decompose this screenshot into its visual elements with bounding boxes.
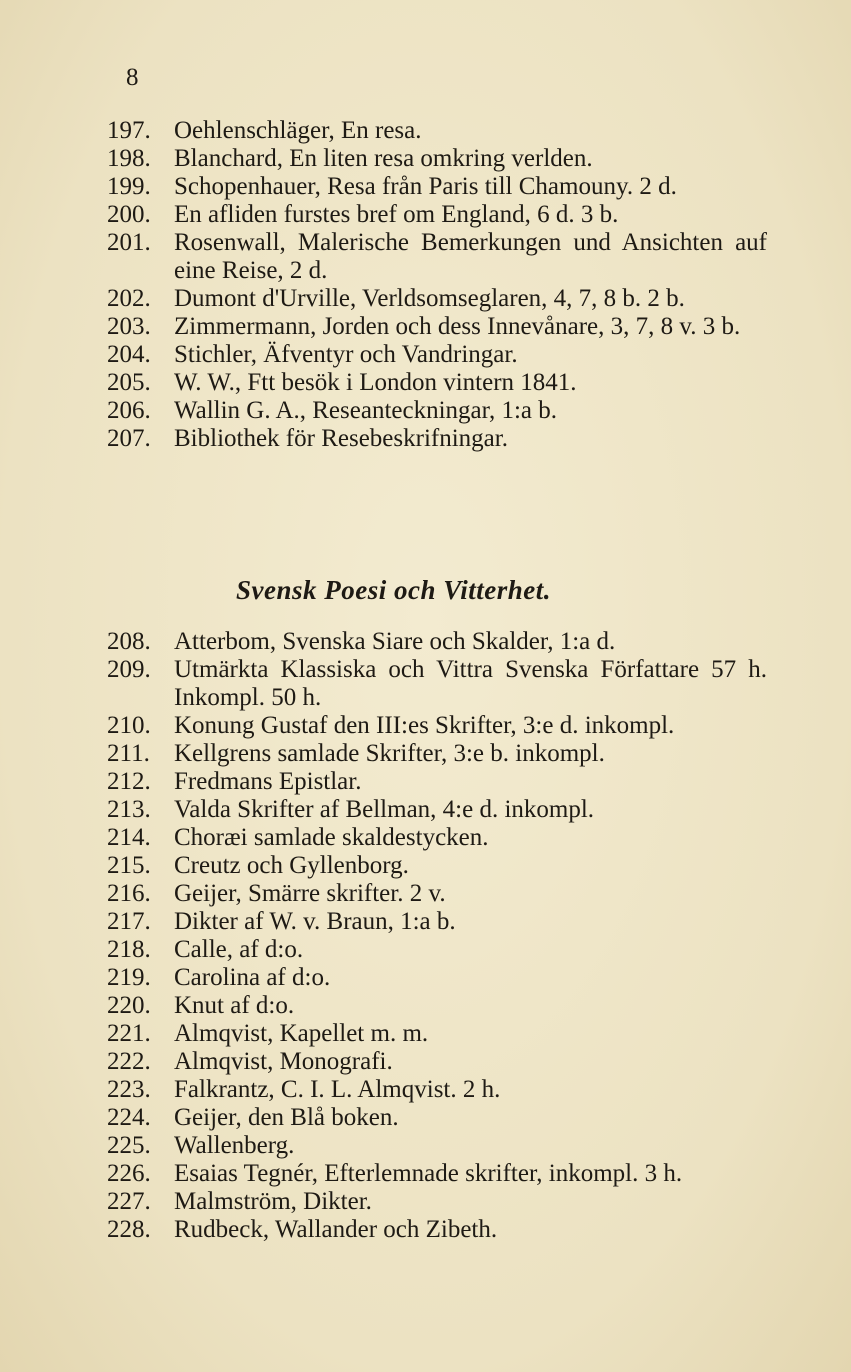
entry-number: 198. <box>107 145 151 172</box>
catalog-entry <box>107 656 767 712</box>
entry-text: Fredmans Epistlar. <box>174 768 362 795</box>
entry-text: Knut af d:o. <box>174 992 295 1019</box>
entry-text: Oehlenschläger, En resa. <box>174 117 422 144</box>
catalog-entry <box>107 628 767 656</box>
entry-number: 221. <box>107 1020 151 1047</box>
entry-number: 205. <box>107 369 151 396</box>
entry-number: 216. <box>107 880 151 907</box>
catalog-entry <box>107 145 767 173</box>
entry-number: 203. <box>107 313 151 340</box>
catalog-entry <box>107 1188 767 1216</box>
entry-text: Wallin G. A., Reseanteckningar, 1:a b. <box>174 397 557 424</box>
entry-number: 224. <box>107 1104 151 1131</box>
catalog-entry <box>107 768 767 796</box>
entry-text: Esaias Tegnér, Efterlemnade skrifter, inkompl. 3 h. <box>174 1160 683 1187</box>
entry-number: 204. <box>107 341 151 368</box>
catalog-entry <box>107 1076 767 1104</box>
entry-number: 226. <box>107 1160 151 1187</box>
catalog-entry <box>107 796 767 824</box>
catalog-entry <box>107 1160 767 1188</box>
entry-number: 217. <box>107 908 151 935</box>
catalog-entry <box>107 425 767 453</box>
entry-text: Blanchard, En liten resa omkring verlden. <box>174 145 593 172</box>
entry-text: Choræi samlade skaldestycken. <box>174 824 489 851</box>
catalog-entry <box>107 285 767 313</box>
catalog-entry <box>107 992 767 1020</box>
entry-number: 212. <box>107 768 151 795</box>
entry-number: 202. <box>107 285 151 312</box>
catalog-entry <box>107 824 767 852</box>
catalog-entry <box>107 313 767 341</box>
entry-text: Carolina af d:o. <box>174 964 331 991</box>
catalog-entry <box>107 1104 767 1132</box>
catalog-entry <box>107 1132 767 1160</box>
entry-number: 218. <box>107 936 151 963</box>
entry-number: 200. <box>107 201 151 228</box>
entry-number: 227. <box>107 1188 151 1215</box>
catalog-entry <box>107 117 767 145</box>
entry-number: 228. <box>107 1216 151 1243</box>
entry-text: Creutz och Gyllenborg. <box>174 852 409 879</box>
entry-text: Falkrantz, C. I. L. Almqvist. 2 h. <box>174 1076 501 1103</box>
catalog-entry <box>107 173 767 201</box>
entry-text: Geijer, Smärre skrifter. 2 v. <box>174 880 446 907</box>
entry-text: Atterbom, Svenska Siare och Skalder, 1:a d. <box>174 628 616 655</box>
entry-text: Rudbeck, Wallander och Zibeth. <box>174 1216 498 1243</box>
entry-text: Rosenwall, Malerische Bemerkungen und Ansichten auf eine Reise, 2 d. <box>174 229 767 284</box>
catalog-entry <box>107 712 767 740</box>
entry-number: 223. <box>107 1076 151 1103</box>
catalog-entry <box>107 964 767 992</box>
catalog-entry <box>107 880 767 908</box>
catalog-entry <box>107 229 767 285</box>
catalog-entry <box>107 369 767 397</box>
section-heading: Svensk Poesi och Vitterhet. <box>236 575 552 605</box>
entry-text: Valda Skrifter af Bellman, 4:e d. inkompl. <box>174 796 595 823</box>
catalog-entry <box>107 341 767 369</box>
catalog-entry <box>107 908 767 936</box>
entry-text: En afliden furstes bref om England, 6 d. 3 b. <box>174 201 619 228</box>
catalog-entry <box>107 201 767 229</box>
catalog-entry <box>107 936 767 964</box>
entry-number: 206. <box>107 397 151 424</box>
page-number: 8 <box>126 64 139 91</box>
entry-text: Geijer, den Blå boken. <box>174 1104 399 1131</box>
entry-number: 199. <box>107 173 151 200</box>
catalog-entry <box>107 852 767 880</box>
catalog-entry <box>107 1216 767 1244</box>
entry-text: Kellgrens samlade Skrifter, 3:e b. inkompl. <box>174 740 605 767</box>
entry-text: Dikter af W. v. Braun, 1:a b. <box>174 908 456 935</box>
entry-text: W. W., Ftt besök i London vintern 1841. <box>174 369 577 396</box>
entry-list-travel <box>107 117 767 453</box>
entry-number: 201. <box>107 229 151 256</box>
entry-text: Utmärkta Klassiska och Vittra Svenska Författare 57 h. Inkompl. 50 h. <box>174 656 767 711</box>
entry-number: 210. <box>107 712 151 739</box>
entry-number: 225. <box>107 1132 151 1159</box>
entry-text: Calle, af d:o. <box>174 936 304 963</box>
entry-number: 219. <box>107 964 151 991</box>
entry-number: 207. <box>107 425 151 452</box>
entry-text: Bibliothek för Resebeskrifningar. <box>174 425 508 452</box>
entry-number: 220. <box>107 992 151 1019</box>
entry-text: Konung Gustaf den III:es Skrifter, 3:e d. inkompl. <box>174 712 675 739</box>
catalog-entry <box>107 1020 767 1048</box>
entry-text: Zimmermann, Jorden och dess Innevånare, 3, 7, 8 v. 3 b. <box>174 313 741 340</box>
entry-text: Almqvist, Kapellet m. m. <box>174 1020 429 1047</box>
entry-number: 211. <box>107 740 150 767</box>
entry-number: 214. <box>107 824 151 851</box>
entry-text: Dumont d'Urville, Verldsomseglaren, 4, 7, 8 b. 2 b. <box>174 285 685 312</box>
catalog-entry <box>107 397 767 425</box>
entry-number: 209. <box>107 656 151 683</box>
catalog-entry <box>107 1048 767 1076</box>
entry-number: 213. <box>107 796 151 823</box>
entry-text: Almqvist, Monografi. <box>174 1048 393 1075</box>
catalog-entry <box>107 740 767 768</box>
entry-number: 222. <box>107 1048 151 1075</box>
entry-text: Schopenhauer, Resa från Paris till Chamouny. 2 d. <box>174 173 677 200</box>
entry-number: 197. <box>107 117 151 144</box>
entry-list-poetry <box>107 628 767 1244</box>
entry-number: 215. <box>107 852 151 879</box>
entry-text: Wallenberg. <box>174 1132 295 1159</box>
entry-text: Stichler, Äfventyr och Vandringar. <box>174 341 518 368</box>
entry-text: Malmström, Dikter. <box>174 1188 372 1215</box>
entry-number: 208. <box>107 628 151 655</box>
